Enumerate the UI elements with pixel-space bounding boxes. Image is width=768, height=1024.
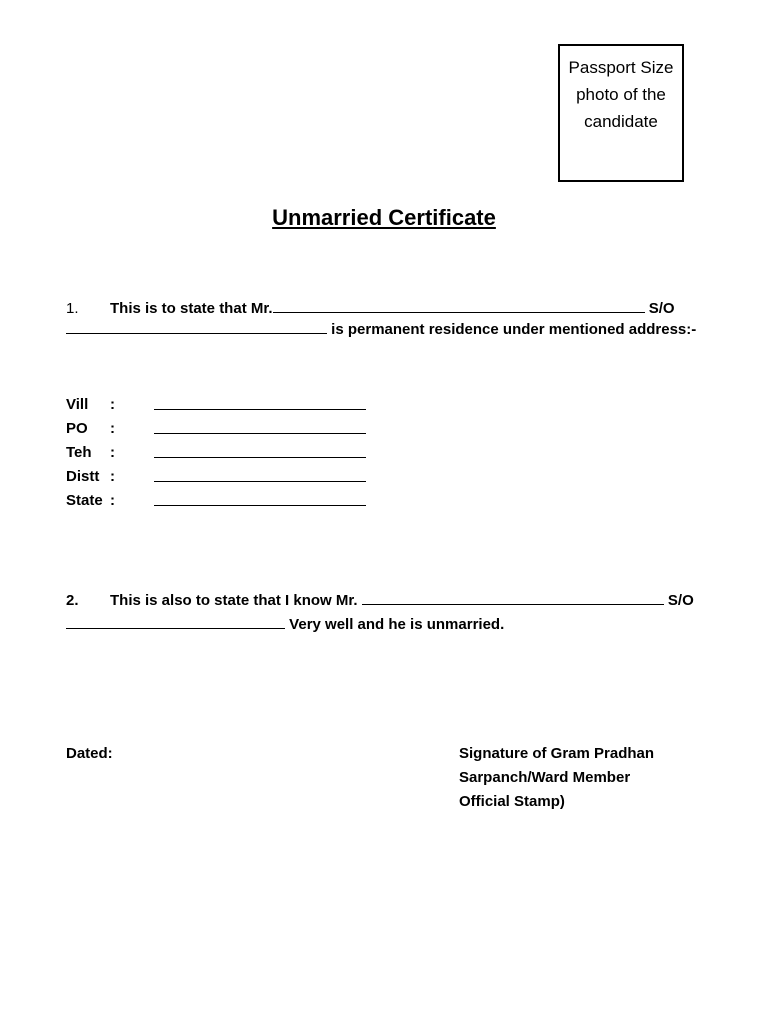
address-label: Teh [66, 444, 92, 461]
photo-box-line-2: photo of the [576, 85, 666, 104]
address-colon: : [110, 420, 115, 437]
address-colon: : [110, 396, 115, 413]
clause-2-prefix: This is also to state that I know Mr. [110, 592, 358, 609]
signature-line-3: Official Stamp) [459, 793, 565, 810]
address-label: State [66, 492, 103, 509]
clause-1-line-1 [66, 299, 675, 317]
po-blank[interactable] [154, 420, 366, 434]
dated-label: Dated: [66, 745, 113, 762]
clause-1-so: S/O [648, 300, 675, 317]
clause-2-line-1 [66, 591, 694, 609]
address-label: PO [66, 420, 88, 437]
address-colon: : [110, 492, 115, 509]
father-name-blank-2[interactable] [66, 615, 285, 629]
address-colon: : [110, 468, 115, 485]
state-blank[interactable] [154, 492, 366, 506]
photo-box-line-1: Passport Size [568, 58, 674, 77]
address-label: Distt [66, 468, 100, 485]
photo-box-line-3: candidate [584, 112, 658, 131]
clause-1-number: 1. [66, 300, 79, 317]
vill-blank[interactable] [154, 396, 366, 410]
passport-photo-box [558, 44, 684, 182]
teh-blank[interactable] [154, 444, 366, 458]
clause-2-suffix: Very well and he is unmarried. [289, 616, 505, 633]
signature-line-2: Sarpanch/Ward Member [459, 769, 631, 786]
clause-1-suffix: is permanent residence under mentioned address:- [331, 321, 697, 338]
clause-2-line-2 [66, 615, 504, 633]
clause-1-line-2 [66, 320, 696, 338]
address-label: Vill [66, 396, 89, 413]
address-colon: : [110, 444, 115, 461]
name-blank-2[interactable] [362, 591, 664, 605]
clause-1-prefix: This is to state that Mr. [110, 300, 273, 317]
signature-line-1: Signature of Gram Pradhan [459, 745, 655, 762]
name-blank-1[interactable] [273, 299, 645, 313]
clause-2-so: S/O [667, 592, 694, 609]
page-title: Unmarried Certificate [272, 205, 496, 230]
father-name-blank-1[interactable] [66, 320, 327, 334]
clause-2-number: 2. [66, 592, 79, 609]
distt-blank[interactable] [154, 468, 366, 482]
